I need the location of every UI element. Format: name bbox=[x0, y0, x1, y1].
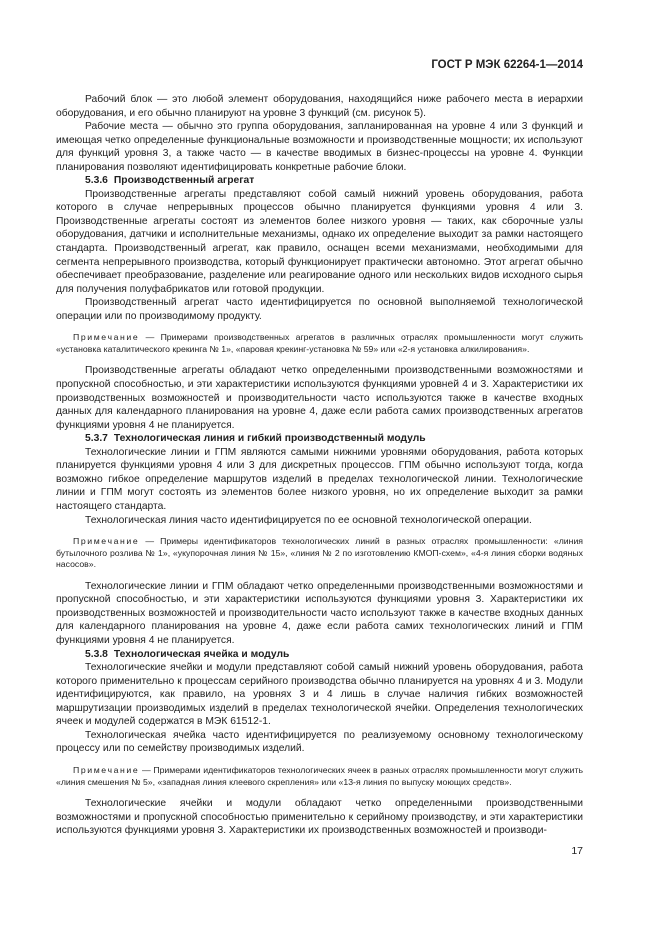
paragraph: Рабочий блок — это любой элемент оборудования, находящийся ниже рабочего места в иерархии оборудования, и его обычно планируют на уровне 3 функций (см. рисунок 5). bbox=[56, 94, 583, 119]
page-number: 17 bbox=[571, 845, 583, 857]
note-text: — Примеры идентификаторов технологических линий в разных отраслях промышленности: «линия бутылочного розлива № 1», «укупорочная линия № 15», «линия № 2 по изготовлению КМОП-схем», «4-я линия сборки водяных насосов». bbox=[56, 536, 583, 570]
note-label: Примечание bbox=[73, 764, 140, 775]
paragraph: Технологические линии и ГПМ обладают четко определенными производственными возможностями и пропускной способностью, и эти характеристики используются функциями уровня 3. Характеристики их производственных возможностей и производительности часто используют также в качестве входных данных для календарного планирования на уровне 4, даже если работа самих технологических линий и ГПМ функциями уровня 4 не планируется. bbox=[56, 580, 583, 647]
document-body bbox=[56, 93, 583, 838]
section-number: 5.3.8 bbox=[85, 648, 108, 660]
document-header: ГОСТ Р МЭК 62264-1—2014 bbox=[431, 59, 583, 71]
note bbox=[56, 332, 583, 355]
paragraph: Технологические ячейки и модули обладают четко определенными производственными возможностями и пропускной способностью применительно к серийному производству, и эти характеристики используются функциями уровня 3. Характеристики их производственных возможностей и производи- bbox=[56, 798, 583, 837]
section-number: 5.3.7 bbox=[85, 433, 108, 445]
paragraph: Технологическая линия часто идентифицируется по ее основной технологической операции. bbox=[85, 514, 532, 526]
paragraph: Рабочие места — обычно это группа оборудования, запланированная на уровне 4 или 3 функций и имеющая четко определенные функциональные возможности и производственные мощности; их используют для функций уровня 3, а также часто — в качестве вводимых в бизнес-процессы на уровне 4. Функции планирования позволяют идентифицировать конкретные рабочие блоки. bbox=[56, 121, 583, 173]
section-heading-5-3-7 bbox=[56, 432, 583, 446]
paragraph: Производственный агрегат часто идентифицируется по основной выполняемой технологической операции или по производимому продукту. bbox=[56, 297, 583, 322]
paragraph: Производственные агрегаты обладают четко определенными производственными возможностями и пропускной способностью, и эти характеристики используются функциями уровней 4 и 3. Характеристики их производственных возможностей и производительности часто используются также в качестве входных данных для календарного планирования на уровне 4, даже если работа самих производственных агрегатов функциями уровня 4 не планируется. bbox=[56, 365, 583, 431]
note-text: — Примерами производственных агрегатов в различных отраслях промышленности могут служить «установка каталитического крекинга № 1», «паровая крекинг-установка № 59» или «2-я установка алкилирования». bbox=[56, 332, 584, 354]
section-title: Технологическая ячейка и модуль bbox=[113, 648, 290, 660]
section-heading-5-3-8 bbox=[56, 648, 583, 662]
section-title: Производственный агрегат bbox=[113, 175, 255, 187]
note-label: Примечание bbox=[73, 332, 140, 343]
paragraph: Технологические ячейки и модули представляют собой самый нижний уровень оборудования, работа которого применительно к процессам серийного производства обычно планируется на уровнях 4 и 3. Модули идентифицируются, как правило, на уровнях 3 и 4 лишь в случае наличия гибких возможностей маршрутизации производимых изделий в пределах технологической ячейки. Определения технологических ячеек и модулей содержатся в МЭК 61512-1. bbox=[56, 662, 583, 728]
note bbox=[56, 536, 583, 571]
section-title: Технологическая линия и гибкий производственный модуль bbox=[113, 433, 426, 445]
paragraph: Производственные агрегаты представляют собой самый нижний уровень оборудования, работа которого в случае непрерывных процессов обычно планируется функциями уровня 4 или 3. Производственные агрегаты состоят из элементов более низкого уровня — таких, как сборочные узлы оборудования, датчики и исполнительные механизмы, однако их определение выходит за рамки настоящего стандарта. Производственный агрегат, как правило, оснащен всеми механизмами, необходимыми для сегмента непрерывного производства, который функционирует практически автономно. Этот агрегат обычно обеспечивает преобразование, разделение или реагирование одного или нескольких видов исходного сырья для получения полуфабрикатов или готовой продукции. bbox=[56, 188, 583, 295]
section-number: 5.3.6 bbox=[85, 175, 108, 187]
paragraph: Технологическая ячейка часто идентифицируется по реализуемому основному технологическому процессу или по семейству производимых изделий. bbox=[56, 729, 583, 755]
paragraph: Технологические линии и ГПМ являются самыми нижними уровнями оборудования, работа которых планируется функциями уровня 4 или 3 для дискретных процессов. ГПМ обычно используют тогда, когда возможно гибкое определение маршрутов изделий в пределах технологической линии. Технологические линии и ГПМ могут состоять из элементов более низкого уровня, но их определение выходит за рамки настоящего стандарта. bbox=[56, 446, 583, 512]
note-text: — Примерами идентификаторов технологических ячеек в разных отраслях промышленности могут служить «линия смешения № 5», «западная линия клеевого скрепления» или «13-я линия по выпуску моющих средств». bbox=[56, 764, 583, 787]
note bbox=[56, 765, 583, 788]
note-label: Примечание bbox=[73, 536, 140, 547]
section-heading-5-3-6 bbox=[56, 174, 583, 188]
